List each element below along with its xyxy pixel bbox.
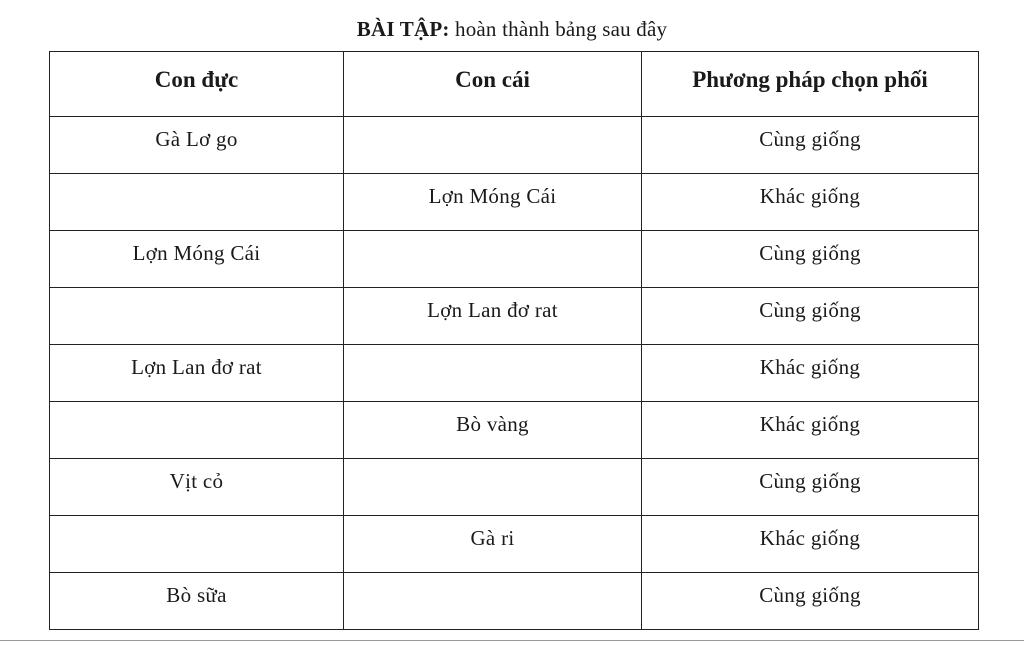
cell-female xyxy=(344,573,642,630)
table-header-row xyxy=(50,52,979,117)
cell-female xyxy=(344,231,642,288)
header-breeding-method: Phương pháp chọn phối xyxy=(642,52,979,117)
table-row xyxy=(50,573,979,630)
table-row xyxy=(50,174,979,231)
cell-method: Cùng giống xyxy=(642,573,979,630)
exercise-instruction: hoàn thành bảng sau đây xyxy=(449,17,668,41)
cell-female xyxy=(344,459,642,516)
table-row xyxy=(50,516,979,573)
table-row xyxy=(50,459,979,516)
table-row xyxy=(50,345,979,402)
cell-method: Khác giống xyxy=(642,402,979,459)
cell-male: Vịt cỏ xyxy=(50,459,344,516)
cell-male xyxy=(50,288,344,345)
page-bottom-divider xyxy=(0,640,1024,641)
cell-female: Lợn Lan đơ rat xyxy=(344,288,642,345)
cell-male xyxy=(50,402,344,459)
cell-male xyxy=(50,516,344,573)
cell-male xyxy=(50,174,344,231)
cell-female: Lợn Móng Cái xyxy=(344,174,642,231)
header-female: Con cái xyxy=(344,52,642,117)
cell-method: Khác giống xyxy=(642,174,979,231)
cell-male: Bò sữa xyxy=(50,573,344,630)
cell-method: Cùng giống xyxy=(642,117,979,174)
cell-male: Lợn Móng Cái xyxy=(50,231,344,288)
cell-method: Cùng giống xyxy=(642,231,979,288)
cell-method: Khác giống xyxy=(642,345,979,402)
cell-female: Gà ri xyxy=(344,516,642,573)
exercise-title xyxy=(0,14,1024,44)
cell-female xyxy=(344,117,642,174)
cell-male: Lợn Lan đơ rat xyxy=(50,345,344,402)
header-male: Con đực xyxy=(50,52,344,117)
cell-male: Gà Lơ go xyxy=(50,117,344,174)
cell-method: Cùng giống xyxy=(642,459,979,516)
table-row xyxy=(50,231,979,288)
cell-method: Cùng giống xyxy=(642,288,979,345)
table-row xyxy=(50,288,979,345)
table-row xyxy=(50,117,979,174)
breeding-method-table xyxy=(49,51,979,630)
table-row xyxy=(50,402,979,459)
cell-female xyxy=(344,345,642,402)
cell-method: Khác giống xyxy=(642,516,979,573)
exercise-label: BÀI TẬP: xyxy=(356,17,450,41)
cell-female: Bò vàng xyxy=(344,402,642,459)
